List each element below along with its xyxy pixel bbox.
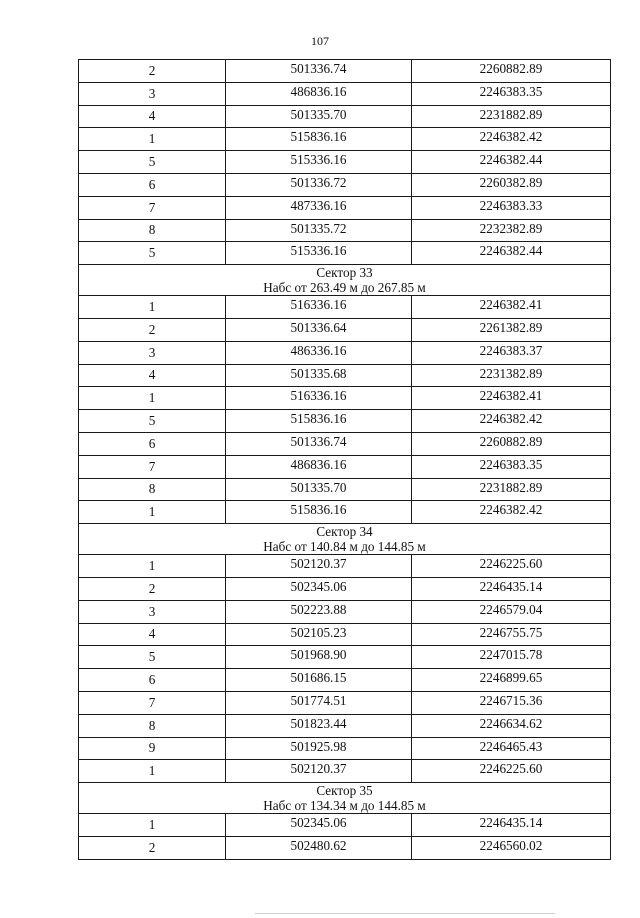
x-coordinate-cell: 501823.44 xyxy=(226,714,412,737)
y-coordinate-cell: 2246899.65 xyxy=(412,669,611,692)
table-row xyxy=(79,455,611,478)
coordinates-table xyxy=(78,59,611,860)
y-coordinate-cell: 2246560.02 xyxy=(412,836,611,859)
point-number-cell: 5 xyxy=(79,646,226,669)
sector-header-cell xyxy=(79,783,611,814)
x-coordinate-cell: 502345.06 xyxy=(226,814,412,837)
point-number-cell: 6 xyxy=(79,432,226,455)
x-coordinate-cell: 501774.51 xyxy=(226,691,412,714)
point-number-cell: 5 xyxy=(79,410,226,433)
table-row xyxy=(79,836,611,859)
sector-header-row xyxy=(79,783,611,814)
y-coordinate-cell: 2246382.42 xyxy=(412,410,611,433)
table-row xyxy=(79,242,611,265)
y-coordinate-cell: 2246382.44 xyxy=(412,242,611,265)
x-coordinate-cell: 501686.15 xyxy=(226,669,412,692)
table-row xyxy=(79,82,611,105)
table-row xyxy=(79,60,611,83)
table-row xyxy=(79,387,611,410)
y-coordinate-cell: 2246383.33 xyxy=(412,196,611,219)
point-number-cell: 1 xyxy=(79,387,226,410)
y-coordinate-cell: 2246579.04 xyxy=(412,600,611,623)
sector-height-range: Набс от 263.49 м до 267.85 м xyxy=(263,280,426,296)
point-number-cell: 4 xyxy=(79,105,226,128)
table-row xyxy=(79,577,611,600)
x-coordinate-cell: 515336.16 xyxy=(226,242,412,265)
y-coordinate-cell: 2246435.14 xyxy=(412,814,611,837)
table-row xyxy=(79,501,611,524)
point-number-cell: 7 xyxy=(79,196,226,219)
point-number-cell: 1 xyxy=(79,760,226,783)
sector-title: Сектор 35 xyxy=(316,783,373,799)
table-row xyxy=(79,128,611,151)
x-coordinate-cell: 502120.37 xyxy=(226,760,412,783)
point-number-cell: 3 xyxy=(79,600,226,623)
x-coordinate-cell: 501335.70 xyxy=(226,105,412,128)
x-coordinate-cell: 501335.68 xyxy=(226,364,412,387)
point-number-cell: 1 xyxy=(79,814,226,837)
table-row xyxy=(79,669,611,692)
y-coordinate-cell: 2231882.89 xyxy=(412,105,611,128)
point-number-cell: 2 xyxy=(79,318,226,341)
table-row xyxy=(79,600,611,623)
y-coordinate-cell: 2232382.89 xyxy=(412,219,611,242)
table-row xyxy=(79,691,611,714)
point-number-cell: 2 xyxy=(79,836,226,859)
sector-header-cell xyxy=(79,524,611,555)
x-coordinate-cell: 501336.74 xyxy=(226,432,412,455)
x-coordinate-cell: 515836.16 xyxy=(226,410,412,433)
table-row xyxy=(79,737,611,760)
sector-height-range: Набс от 134.34 м до 144.85 м xyxy=(263,798,426,814)
point-number-cell: 4 xyxy=(79,364,226,387)
table-row xyxy=(79,410,611,433)
y-coordinate-cell: 2246383.37 xyxy=(412,341,611,364)
sector-title: Сектор 33 xyxy=(316,265,373,281)
point-number-cell: 2 xyxy=(79,577,226,600)
table-row xyxy=(79,432,611,455)
y-coordinate-cell: 2231882.89 xyxy=(412,478,611,501)
point-number-cell: 3 xyxy=(79,82,226,105)
x-coordinate-cell: 502105.23 xyxy=(226,623,412,646)
point-number-cell: 9 xyxy=(79,737,226,760)
y-coordinate-cell: 2246382.41 xyxy=(412,296,611,319)
page-number: 107 xyxy=(311,34,329,48)
sector-header-row xyxy=(79,524,611,555)
table-row xyxy=(79,760,611,783)
coordinates-table-body xyxy=(79,60,611,860)
x-coordinate-cell: 515336.16 xyxy=(226,151,412,174)
point-number-cell: 1 xyxy=(79,555,226,578)
point-number-cell: 1 xyxy=(79,128,226,151)
point-number-cell: 6 xyxy=(79,173,226,196)
sector-title: Сектор 34 xyxy=(316,524,373,540)
point-number-cell: 6 xyxy=(79,669,226,692)
point-number-cell: 7 xyxy=(79,455,226,478)
point-number-cell: 5 xyxy=(79,151,226,174)
x-coordinate-cell: 502120.37 xyxy=(226,555,412,578)
y-coordinate-cell: 2246225.60 xyxy=(412,555,611,578)
x-coordinate-cell: 487336.16 xyxy=(226,196,412,219)
x-coordinate-cell: 502345.06 xyxy=(226,577,412,600)
x-coordinate-cell: 486836.16 xyxy=(226,82,412,105)
point-number-cell: 2 xyxy=(79,60,226,83)
table-row xyxy=(79,151,611,174)
point-number-cell: 8 xyxy=(79,478,226,501)
x-coordinate-cell: 486836.16 xyxy=(226,455,412,478)
point-number-cell: 3 xyxy=(79,341,226,364)
table-row xyxy=(79,173,611,196)
x-coordinate-cell: 501336.74 xyxy=(226,60,412,83)
x-coordinate-cell: 486336.16 xyxy=(226,341,412,364)
table-row xyxy=(79,714,611,737)
table-row xyxy=(79,196,611,219)
table-row xyxy=(79,646,611,669)
y-coordinate-cell: 2246634.62 xyxy=(412,714,611,737)
table-row xyxy=(79,814,611,837)
x-coordinate-cell: 515836.16 xyxy=(226,128,412,151)
x-coordinate-cell: 501336.64 xyxy=(226,318,412,341)
y-coordinate-cell: 2246755.75 xyxy=(412,623,611,646)
y-coordinate-cell: 2246715.36 xyxy=(412,691,611,714)
point-number-cell: 7 xyxy=(79,691,226,714)
table-row xyxy=(79,478,611,501)
table-row xyxy=(79,623,611,646)
y-coordinate-cell: 2260882.89 xyxy=(412,432,611,455)
x-coordinate-cell: 501335.72 xyxy=(226,219,412,242)
scan-edge-line xyxy=(255,913,555,914)
y-coordinate-cell: 2246382.44 xyxy=(412,151,611,174)
x-coordinate-cell: 516336.16 xyxy=(226,387,412,410)
x-coordinate-cell: 515836.16 xyxy=(226,501,412,524)
y-coordinate-cell: 2246383.35 xyxy=(412,82,611,105)
x-coordinate-cell: 516336.16 xyxy=(226,296,412,319)
x-coordinate-cell: 501968.90 xyxy=(226,646,412,669)
table-row xyxy=(79,219,611,242)
point-number-cell: 1 xyxy=(79,296,226,319)
sector-header-row xyxy=(79,265,611,296)
point-number-cell: 8 xyxy=(79,219,226,242)
x-coordinate-cell: 501336.72 xyxy=(226,173,412,196)
y-coordinate-cell: 2246383.35 xyxy=(412,455,611,478)
y-coordinate-cell: 2246382.42 xyxy=(412,501,611,524)
table-row xyxy=(79,555,611,578)
x-coordinate-cell: 502223.88 xyxy=(226,600,412,623)
point-number-cell: 5 xyxy=(79,242,226,265)
point-number-cell: 4 xyxy=(79,623,226,646)
x-coordinate-cell: 501335.70 xyxy=(226,478,412,501)
point-number-cell: 8 xyxy=(79,714,226,737)
sector-height-range: Набс от 140.84 м до 144.85 м xyxy=(263,539,426,555)
y-coordinate-cell: 2231382.89 xyxy=(412,364,611,387)
table-row xyxy=(79,341,611,364)
y-coordinate-cell: 2247015.78 xyxy=(412,646,611,669)
y-coordinate-cell: 2246382.42 xyxy=(412,128,611,151)
y-coordinate-cell: 2261382.89 xyxy=(412,318,611,341)
table-row xyxy=(79,105,611,128)
point-number-cell: 1 xyxy=(79,501,226,524)
table-row xyxy=(79,296,611,319)
y-coordinate-cell: 2246382.41 xyxy=(412,387,611,410)
y-coordinate-cell: 2260882.89 xyxy=(412,60,611,83)
y-coordinate-cell: 2246225.60 xyxy=(412,760,611,783)
y-coordinate-cell: 2246435.14 xyxy=(412,577,611,600)
x-coordinate-cell: 502480.62 xyxy=(226,836,412,859)
x-coordinate-cell: 501925.98 xyxy=(226,737,412,760)
table-row xyxy=(79,364,611,387)
table-row xyxy=(79,318,611,341)
y-coordinate-cell: 2260382.89 xyxy=(412,173,611,196)
sector-header-cell xyxy=(79,265,611,296)
y-coordinate-cell: 2246465.43 xyxy=(412,737,611,760)
